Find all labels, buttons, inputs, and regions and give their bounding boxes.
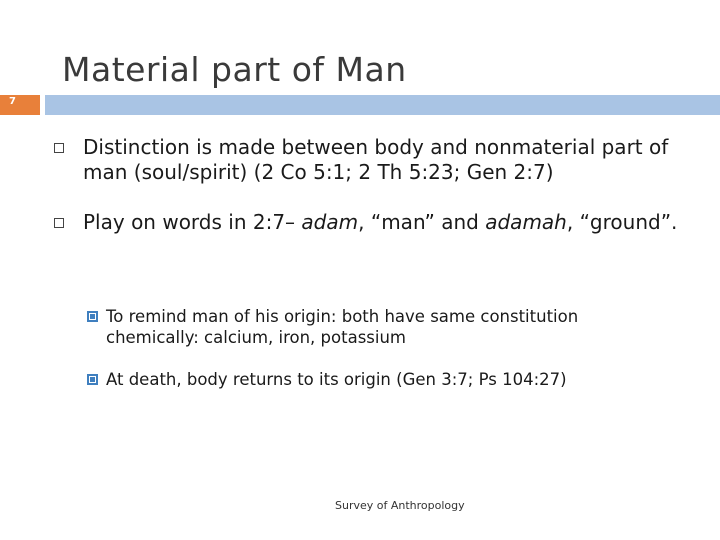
slide-footer: Survey of Anthropology [335,499,465,512]
sub-bullet-text: To remind man of his origin: both have same constitution chemically: calcium, iron, potassium [106,307,579,347]
square-bullet-icon [87,374,98,385]
bullet-text-c: , “ground”. [566,210,678,234]
bullet-text-a: Play on words in 2:7– [83,210,302,234]
sub-bullet-item [106,369,646,390]
bullet-item [83,135,683,185]
slide-number: 7 [9,96,16,107]
sub-bullet-text: At death, body returns to its origin (Gen 3:7; Ps 104:27) [106,370,567,389]
slide-title: Material part of Man [62,50,407,89]
bullet-text: Distinction is made between body and nonmaterial part of man (soul/spirit) (2 Co 5:1; 2 Th 5:23; Gen 2:7) [83,135,669,184]
term-adam: adam [301,210,359,234]
term-adamah: adamah [485,210,567,234]
sub-bullet-item [106,306,646,348]
bullet-text-b: , “man” and [358,210,486,234]
square-bullet-icon [87,311,98,322]
bullet-item [83,210,683,235]
hollow-square-icon [54,143,64,153]
hollow-square-icon [54,218,64,228]
